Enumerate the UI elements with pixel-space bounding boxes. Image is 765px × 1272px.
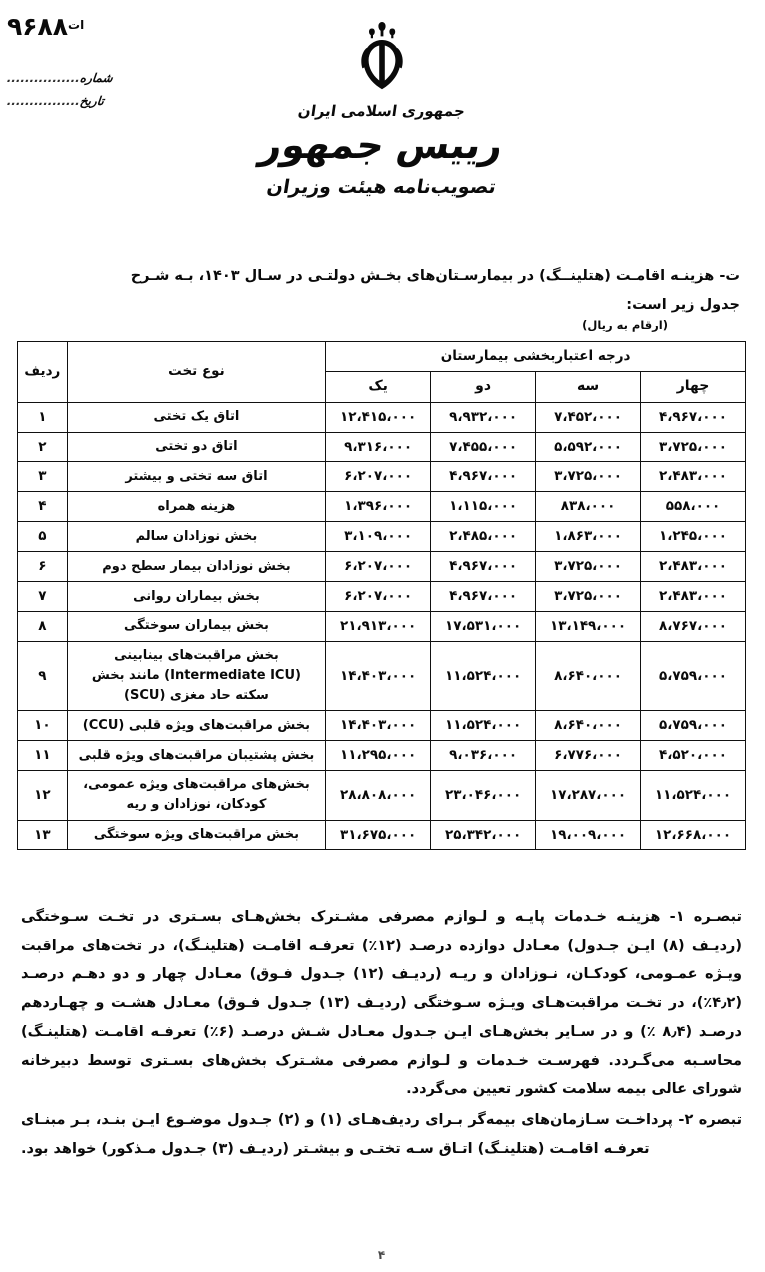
cell-grade4: ۱۱،۵۲۴،۰۰۰ xyxy=(642,771,747,820)
cell-grade1: ۶،۲۰۷،۰۰۰ xyxy=(327,462,432,492)
cell-grade2: ۴،۹۶۷،۰۰۰ xyxy=(432,462,537,492)
cell-grade2: ۱۷،۵۳۱،۰۰۰ xyxy=(432,612,537,642)
bed-type-header: نوع تخت xyxy=(68,342,326,403)
cell-row-index: ۱ xyxy=(19,402,69,432)
cell-bed-type: بخش نوزادان بیمار سطح دوم xyxy=(68,552,326,582)
cell-grade2: ۲،۴۸۵،۰۰۰ xyxy=(432,522,537,552)
cell-grade4: ۱،۲۴۵،۰۰۰ xyxy=(642,522,747,552)
cell-grade3: ۳،۷۲۵،۰۰۰ xyxy=(537,552,642,582)
table-row xyxy=(19,402,747,432)
cell-row-index: ۹ xyxy=(19,641,69,710)
table-row xyxy=(19,711,747,741)
cell-grade4: ۲،۴۸۳،۰۰۰ xyxy=(642,582,747,612)
table-header-row-group xyxy=(19,342,747,372)
cell-row-index: ۳ xyxy=(19,462,69,492)
cell-row-index: ۱۰ xyxy=(19,711,69,741)
cell-grade4: ۲،۴۸۳،۰۰۰ xyxy=(642,462,747,492)
cell-grade2: ۴،۹۶۷،۰۰۰ xyxy=(432,582,537,612)
document-number: ۹۶۸۸ xyxy=(8,12,70,41)
cell-grade1: ۶،۲۰۷،۰۰۰ xyxy=(327,552,432,582)
cell-grade1: ۱۴،۴۰۳،۰۰۰ xyxy=(327,641,432,710)
cell-grade3: ۷،۴۵۲،۰۰۰ xyxy=(537,402,642,432)
cell-row-index: ۱۲ xyxy=(19,771,69,820)
grade-header-two: دو xyxy=(432,371,537,402)
cell-grade2: ۱۱،۵۲۴،۰۰۰ xyxy=(432,641,537,710)
cell-grade1: ۲۸،۸۰۸،۰۰۰ xyxy=(327,771,432,820)
currency-units-note: (ارقام به ریال) xyxy=(583,318,669,332)
cell-grade1: ۱۴،۴۰۳،۰۰۰ xyxy=(327,711,432,741)
note-2: تبصره ۲- پرداخـت سـازمان‌های بیمه‌گر بـرای ردیف‌هـای (۱) و (۲) جـدول موضـوع ایـن بنـد، بـر مبنـای تعرفـه اقامـت (هتلینـگ) اتـاق سـه تختـی و بیشـتر (ردیـف (۳) جـدول مـذکور) خواهد بود. xyxy=(22,1111,744,1157)
cell-grade2: ۴،۹۶۷،۰۰۰ xyxy=(432,552,537,582)
organization-name: جمهوری اسلامی ایران xyxy=(297,102,468,120)
cell-bed-type: بخش بیماران سوختگی xyxy=(68,612,326,642)
cell-grade2: ۱۱،۵۲۴،۰۰۰ xyxy=(432,711,537,741)
cell-grade3: ۳،۷۲۵،۰۰۰ xyxy=(537,582,642,612)
cell-row-index: ۵ xyxy=(19,522,69,552)
cell-grade4: ۴،۵۲۰،۰۰۰ xyxy=(642,741,747,771)
grade-header-one: یک xyxy=(327,371,432,402)
table-body xyxy=(19,402,747,850)
cell-grade3: ۵،۵۹۲،۰۰۰ xyxy=(537,432,642,462)
rates-table-wrapper xyxy=(18,341,747,850)
row-index-header: ردیف xyxy=(19,342,69,403)
cell-grade3: ۱۹،۰۰۹،۰۰۰ xyxy=(537,820,642,850)
cell-grade4: ۳،۷۲۵،۰۰۰ xyxy=(642,432,747,462)
cell-bed-type: بخش مراقبت‌های ویژه سوختگی xyxy=(68,820,326,850)
cell-grade2: ۹،۰۳۶،۰۰۰ xyxy=(432,741,537,771)
cell-grade1: ۱،۳۹۶،۰۰۰ xyxy=(327,492,432,522)
cell-grade4: ۵۵۸،۰۰۰ xyxy=(642,492,747,522)
stamp-number-label: شماره xyxy=(80,71,115,85)
cell-grade3: ۳،۷۲۵،۰۰۰ xyxy=(537,462,642,492)
iran-emblem-icon xyxy=(346,18,420,100)
document-kind: تصویب‌نامه هیئت وزیران xyxy=(266,175,499,198)
stamp-date-dots: ................ xyxy=(7,93,82,108)
cell-grade2: ۲۵،۳۴۲،۰۰۰ xyxy=(432,820,537,850)
cell-bed-type: بخش مراقبت‌های بینابینی (Intermediate ICU) مانند بخش سکته حاد مغزی (SCU) xyxy=(68,641,326,710)
cell-grade4: ۸،۷۶۷،۰۰۰ xyxy=(642,612,747,642)
notes-section xyxy=(22,903,743,1165)
table-row xyxy=(19,820,747,850)
cell-grade3: ۸،۶۴۰،۰۰۰ xyxy=(537,711,642,741)
cell-bed-type: بخش‌های مراقبت‌های ویژه عمومی، کودکان، نوزادان و ریه xyxy=(68,771,326,820)
note-1: تبصـره ۱- هزینـه خـدمات پایـه و لـوازم مصرفی مشـترک بخش‌هـای بسـتری در تخـت سـوختگی (ردیـف (۸) ایـن جـدول) معـادل دوازده درصـد (۱۲٪) تعرفـه اقامـت (هتلینـگ)، در تخت‌های مراقبت ویـژه عمـومی، کودکـان، نـوزادان و ریـه (ردیـف (۱۲) جـدول فـوق) معـادل چهار و دو دهـم درصـد (۴٫۲٪)، در تخـت مراقبت‌هـای ویـژه سـوختگی (ردیـف (۱۳) جـدول فـوق) معـادل هشـت و چهـاردهم درصـد (۸٫۴ ٪) و در سـایر بخش‌هـای ایـن جـدول معـادل شـش درصـد (۶٪) تعرفـه اقامـت (هتلینـگ) محاسـبه می‌گـردد. فهرسـت خـدمات و لـوازم مصرفی مشـترک بخش‌های بسـتری توسط دبیرخانه شورای عالی بیمه سلامت کشور تعیین می‌گردد. xyxy=(22,909,744,1098)
cell-grade1: ۱۱،۲۹۵،۰۰۰ xyxy=(327,741,432,771)
accreditation-group-header: درجه اعتباربخشی بیمارستان xyxy=(327,342,747,372)
cell-grade2: ۷،۴۵۵،۰۰۰ xyxy=(432,432,537,462)
cell-grade4: ۲،۴۸۳،۰۰۰ xyxy=(642,552,747,582)
cell-bed-type: اتاق سه تختی و بیشتر xyxy=(68,462,326,492)
cell-grade1: ۳،۱۰۹،۰۰۰ xyxy=(327,522,432,552)
stamp-number-dots: ................ xyxy=(7,71,82,85)
grade-header-four: چهار xyxy=(642,371,747,402)
intro-line-2: جدول زیر است: xyxy=(627,297,741,313)
intro-paragraph xyxy=(24,262,741,320)
table-row xyxy=(19,432,747,462)
letterhead xyxy=(0,18,765,198)
cell-bed-type: بخش پشتیبان مراقبت‌های ویژه قلبی xyxy=(68,741,326,771)
cell-bed-type: بخش مراقبت‌های ویژه قلبی (CCU) xyxy=(68,711,326,741)
document-number-suffix: ات xyxy=(69,18,86,32)
table-row xyxy=(19,641,747,710)
cell-grade1: ۳۱،۶۷۵،۰۰۰ xyxy=(327,820,432,850)
table-row xyxy=(19,492,747,522)
cell-grade1: ۲۱،۹۱۳،۰۰۰ xyxy=(327,612,432,642)
cell-grade4: ۱۲،۶۶۸،۰۰۰ xyxy=(642,820,747,850)
cell-grade3: ۸۳۸،۰۰۰ xyxy=(537,492,642,522)
cell-grade4: ۵،۷۵۹،۰۰۰ xyxy=(642,641,747,710)
cell-grade3: ۱۷،۲۸۷،۰۰۰ xyxy=(537,771,642,820)
page-number: ۴ xyxy=(378,1248,387,1262)
cell-bed-type: اتاق دو تختی xyxy=(68,432,326,462)
table-row xyxy=(19,741,747,771)
table-row xyxy=(19,552,747,582)
cell-grade3: ۱۳،۱۴۹،۰۰۰ xyxy=(537,612,642,642)
table-row xyxy=(19,462,747,492)
cell-row-index: ۷ xyxy=(19,582,69,612)
cell-grade2: ۲۳،۰۴۶،۰۰۰ xyxy=(432,771,537,820)
cell-grade2: ۱،۱۱۵،۰۰۰ xyxy=(432,492,537,522)
cell-grade1: ۶،۲۰۷،۰۰۰ xyxy=(327,582,432,612)
cell-grade4: ۴،۹۶۷،۰۰۰ xyxy=(642,402,747,432)
table-row xyxy=(19,582,747,612)
cell-row-index: ۱۳ xyxy=(19,820,69,850)
cell-grade3: ۱،۸۶۳،۰۰۰ xyxy=(537,522,642,552)
table-row xyxy=(19,522,747,552)
cell-grade4: ۵،۷۵۹،۰۰۰ xyxy=(642,711,747,741)
cell-bed-type: اتاق یک تختی xyxy=(68,402,326,432)
cell-grade1: ۱۲،۴۱۵،۰۰۰ xyxy=(327,402,432,432)
cell-grade3: ۸،۶۴۰،۰۰۰ xyxy=(537,641,642,710)
cell-bed-type: هزینه همراه xyxy=(68,492,326,522)
intro-line-1: ت- هزینـه اقامـت (هتلینــگ) در بیمارسـتان‌های بخـش دولتـی در سـال ۱۴۰۳، بـه شـرح xyxy=(131,268,741,284)
hoteling-rates-table xyxy=(18,341,747,850)
grade-header-three: سه xyxy=(537,371,642,402)
table-head xyxy=(19,342,747,403)
cell-grade1: ۹،۳۱۶،۰۰۰ xyxy=(327,432,432,462)
cell-row-index: ۶ xyxy=(19,552,69,582)
signatory-title: رییس جمهور xyxy=(257,123,508,167)
cell-bed-type: بخش نوزادان سالم xyxy=(68,522,326,552)
cell-bed-type: بخش بیماران روانی xyxy=(68,582,326,612)
cell-row-index: ۸ xyxy=(19,612,69,642)
stamp-date-label: تاریخ xyxy=(80,93,106,108)
cell-grade3: ۶،۷۷۶،۰۰۰ xyxy=(537,741,642,771)
cell-grade2: ۹،۹۳۲،۰۰۰ xyxy=(432,402,537,432)
table-row xyxy=(19,612,747,642)
cell-row-index: ۱۱ xyxy=(19,741,69,771)
cell-row-index: ۲ xyxy=(19,432,69,462)
cell-row-index: ۴ xyxy=(19,492,69,522)
table-row xyxy=(19,771,747,820)
